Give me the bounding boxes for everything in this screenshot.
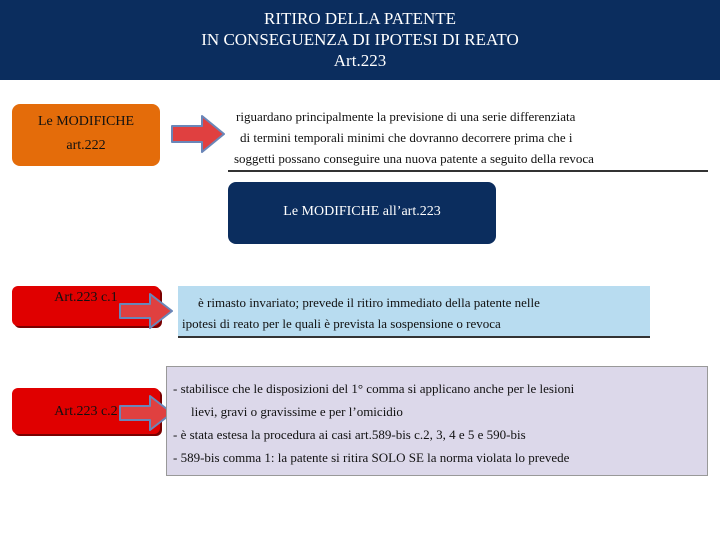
modifiche-223-box xyxy=(228,182,496,244)
art-223-c2-label: Art.223 c.2 xyxy=(54,404,118,419)
arrow-right-icon xyxy=(118,292,174,330)
title-line-3: Art.223 xyxy=(333,51,387,70)
modifiche-222-label-line-2: art.222 xyxy=(66,138,106,153)
art-223-c2-text-line-4: - 589-bis comma 1: la patente si ritira SOLO SE la norma violata lo prevede xyxy=(173,450,570,465)
modifiche-222-label-line-1: Le MODIFICHE xyxy=(37,114,135,129)
art-223-c1-text-line-1: è rimasto invariato; prevede il ritiro immediato della patente nelle xyxy=(198,295,540,310)
art-223-c2-text-line-2: lievi, gravi o gravissime e per l’omicidio xyxy=(191,404,403,419)
modifiche-223-label: Le MODIFICHE all’art.223 xyxy=(283,204,441,219)
modifiche-222-text-line-2: di termini temporali minimi che dovranno decorrere prima che i xyxy=(240,130,573,145)
modifiche-222-description xyxy=(228,106,708,172)
modifiche-222-text-line-3: soggetti possano conseguire una nuova patente a seguito della revoca xyxy=(234,151,594,166)
art-223-c1-label: Art.223 c.1 xyxy=(54,290,118,305)
title-line-2: IN CONSEGUENZA DI IPOTESI DI REATO xyxy=(201,30,519,49)
title-banner xyxy=(0,0,720,80)
art-223-c1-description xyxy=(178,286,650,338)
art-223-c1-text-line-2: ipotesi di reato per le quali è prevista la sospensione o revoca xyxy=(182,316,501,331)
title-line-1: RITIRO DELLA PATENTE xyxy=(263,9,457,28)
art-223-c2-text-line-3: - è stata estesa la procedura ai casi art.589-bis c.2, 3, 4 e 5 e 590-bis xyxy=(173,427,526,442)
arrow-right-icon xyxy=(170,114,226,154)
page-title xyxy=(0,8,720,71)
modifiche-222-text-line-1: riguardano principalmente la previsione di una serie differenziata xyxy=(236,109,576,124)
modifiche-222-label-box xyxy=(12,104,160,166)
art-223-c2-text-line-1: - stabilisce che le disposizioni del 1° comma si applicano anche per le lesioni xyxy=(173,381,575,396)
art-223-c2-description xyxy=(166,366,708,476)
